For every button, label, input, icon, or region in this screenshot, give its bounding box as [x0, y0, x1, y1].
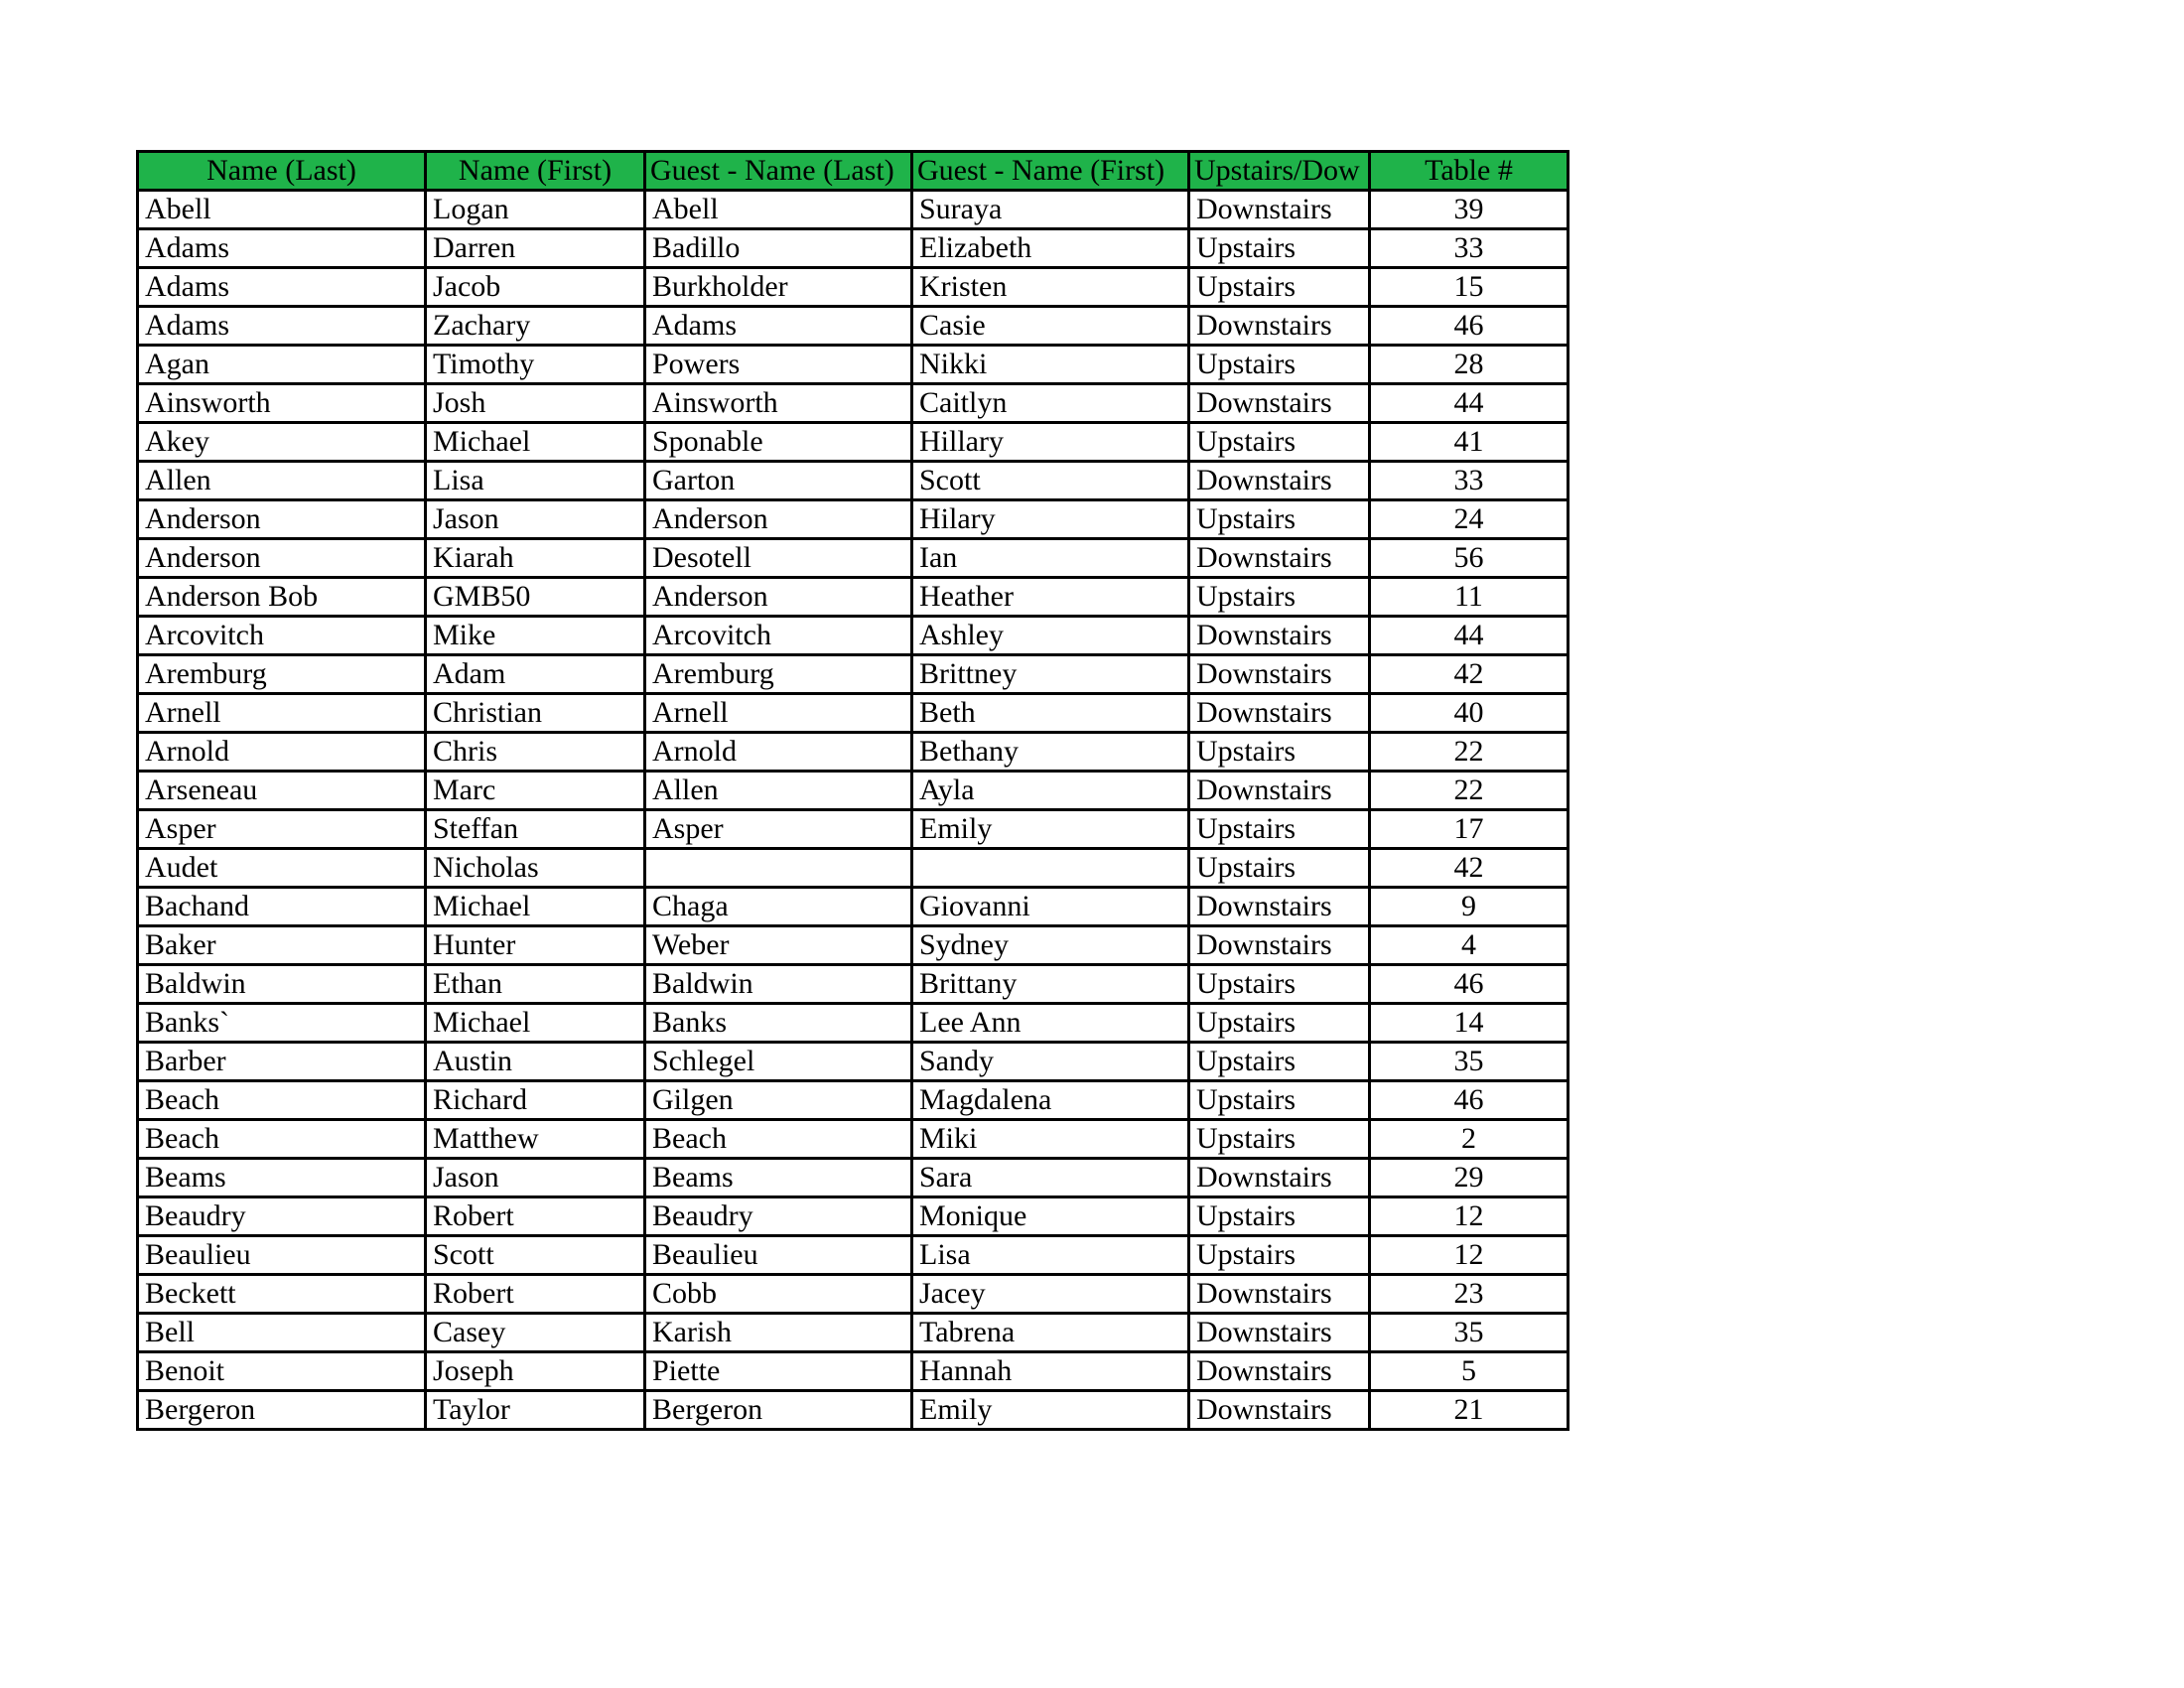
- table-row: [138, 578, 1569, 617]
- cell-guest-name-first: Beth: [912, 694, 1189, 733]
- cell-name-last: Arseneau: [138, 772, 426, 810]
- table-row: [138, 462, 1569, 500]
- cell-guest-name-last: Badillo: [645, 229, 912, 268]
- cell-floor: Upstairs: [1189, 965, 1370, 1004]
- cell-name-first: Michael: [426, 423, 645, 462]
- cell-name-last: Beaudry: [138, 1197, 426, 1236]
- table-row: [138, 1275, 1569, 1314]
- cell-name-last: Abell: [138, 191, 426, 229]
- cell-guest-name-first: Scott: [912, 462, 1189, 500]
- table-row: [138, 1004, 1569, 1043]
- cell-guest-name-last: Ainsworth: [645, 384, 912, 423]
- cell-guest-name-first: Brittany: [912, 965, 1189, 1004]
- cell-name-last: Baker: [138, 926, 426, 965]
- cell-table-number: 33: [1370, 229, 1569, 268]
- table-row: [138, 1352, 1569, 1391]
- cell-name-first: Nicholas: [426, 849, 645, 888]
- cell-guest-name-first: Jacey: [912, 1275, 1189, 1314]
- cell-floor: Upstairs: [1189, 1043, 1370, 1081]
- cell-guest-name-last: Sponable: [645, 423, 912, 462]
- cell-name-last: Beaulieu: [138, 1236, 426, 1275]
- cell-table-number: 14: [1370, 1004, 1569, 1043]
- cell-name-first: Robert: [426, 1275, 645, 1314]
- cell-guest-name-last: Abell: [645, 191, 912, 229]
- cell-name-first: Taylor: [426, 1391, 645, 1430]
- cell-guest-name-first: Emily: [912, 810, 1189, 849]
- cell-guest-name-first: Suraya: [912, 191, 1189, 229]
- cell-guest-name-first: Sara: [912, 1159, 1189, 1197]
- cell-name-last: Anderson: [138, 539, 426, 578]
- cell-name-first: Ethan: [426, 965, 645, 1004]
- table-row: [138, 926, 1569, 965]
- cell-guest-name-first: Brittney: [912, 655, 1189, 694]
- cell-name-last: Audet: [138, 849, 426, 888]
- table-row: [138, 346, 1569, 384]
- cell-guest-name-last: Baldwin: [645, 965, 912, 1004]
- cell-floor: Upstairs: [1189, 733, 1370, 772]
- cell-name-first: Casey: [426, 1314, 645, 1352]
- cell-table-number: 40: [1370, 694, 1569, 733]
- cell-name-last: Asper: [138, 810, 426, 849]
- cell-guest-name-last: Cobb: [645, 1275, 912, 1314]
- cell-floor: Downstairs: [1189, 1275, 1370, 1314]
- table-row: [138, 617, 1569, 655]
- cell-table-number: 28: [1370, 346, 1569, 384]
- cell-guest-name-first: Kristen: [912, 268, 1189, 307]
- cell-table-number: 35: [1370, 1314, 1569, 1352]
- cell-name-first: Richard: [426, 1081, 645, 1120]
- table-row: [138, 810, 1569, 849]
- table-row: [138, 849, 1569, 888]
- cell-name-last: Benoit: [138, 1352, 426, 1391]
- cell-name-last: Banks`: [138, 1004, 426, 1043]
- cell-guest-name-first: Magdalena: [912, 1081, 1189, 1120]
- cell-table-number: 5: [1370, 1352, 1569, 1391]
- cell-guest-name-first: Heather: [912, 578, 1189, 617]
- cell-guest-name-first: Emily: [912, 1391, 1189, 1430]
- cell-name-last: Beams: [138, 1159, 426, 1197]
- cell-name-last: Adams: [138, 229, 426, 268]
- cell-table-number: 15: [1370, 268, 1569, 307]
- cell-guest-name-first: Hilary: [912, 500, 1189, 539]
- cell-guest-name-last: Schlegel: [645, 1043, 912, 1081]
- cell-floor: Downstairs: [1189, 462, 1370, 500]
- cell-table-number: 56: [1370, 539, 1569, 578]
- cell-name-last: Bell: [138, 1314, 426, 1352]
- table-row: [138, 307, 1569, 346]
- header-guest-name-first: Guest - Name (First): [912, 152, 1189, 191]
- cell-guest-name-last: Beaudry: [645, 1197, 912, 1236]
- cell-floor: Downstairs: [1189, 1352, 1370, 1391]
- table-row: [138, 229, 1569, 268]
- cell-name-first: Michael: [426, 1004, 645, 1043]
- table-row: [138, 1120, 1569, 1159]
- cell-table-number: 12: [1370, 1236, 1569, 1275]
- cell-guest-name-last: Powers: [645, 346, 912, 384]
- cell-name-last: Adams: [138, 307, 426, 346]
- cell-table-number: 42: [1370, 849, 1569, 888]
- cell-name-last: Bergeron: [138, 1391, 426, 1430]
- cell-guest-name-first: Giovanni: [912, 888, 1189, 926]
- cell-guest-name-last: Chaga: [645, 888, 912, 926]
- cell-guest-name-first: [912, 849, 1189, 888]
- cell-table-number: 9: [1370, 888, 1569, 926]
- cell-table-number: 44: [1370, 384, 1569, 423]
- cell-name-last: Beach: [138, 1081, 426, 1120]
- cell-name-last: Adams: [138, 268, 426, 307]
- table-row: [138, 384, 1569, 423]
- cell-floor: Upstairs: [1189, 229, 1370, 268]
- cell-guest-name-last: Allen: [645, 772, 912, 810]
- table-row: [138, 268, 1569, 307]
- cell-table-number: 44: [1370, 617, 1569, 655]
- cell-floor: Upstairs: [1189, 1236, 1370, 1275]
- cell-table-number: 41: [1370, 423, 1569, 462]
- table-body: [138, 191, 1569, 1430]
- cell-table-number: 17: [1370, 810, 1569, 849]
- cell-floor: Downstairs: [1189, 926, 1370, 965]
- table-row: [138, 191, 1569, 229]
- cell-floor: Upstairs: [1189, 346, 1370, 384]
- cell-name-last: Beach: [138, 1120, 426, 1159]
- cell-table-number: 33: [1370, 462, 1569, 500]
- cell-guest-name-last: Piette: [645, 1352, 912, 1391]
- cell-name-first: Josh: [426, 384, 645, 423]
- cell-guest-name-first: Casie: [912, 307, 1189, 346]
- table-row: [138, 888, 1569, 926]
- cell-guest-name-last: Anderson: [645, 578, 912, 617]
- cell-table-number: 39: [1370, 191, 1569, 229]
- cell-name-first: Matthew: [426, 1120, 645, 1159]
- cell-name-last: Ainsworth: [138, 384, 426, 423]
- cell-floor: Downstairs: [1189, 539, 1370, 578]
- cell-table-number: 22: [1370, 733, 1569, 772]
- cell-guest-name-last: Arcovitch: [645, 617, 912, 655]
- cell-name-first: Austin: [426, 1043, 645, 1081]
- cell-guest-name-last: Karish: [645, 1314, 912, 1352]
- table-row: [138, 772, 1569, 810]
- cell-floor: Downstairs: [1189, 772, 1370, 810]
- cell-name-last: Anderson Bob: [138, 578, 426, 617]
- cell-floor: Downstairs: [1189, 384, 1370, 423]
- cell-guest-name-last: Garton: [645, 462, 912, 500]
- cell-guest-name-first: Bethany: [912, 733, 1189, 772]
- cell-floor: Downstairs: [1189, 694, 1370, 733]
- cell-guest-name-last: Arnell: [645, 694, 912, 733]
- cell-guest-name-last: Aremburg: [645, 655, 912, 694]
- cell-table-number: 21: [1370, 1391, 1569, 1430]
- cell-table-number: 46: [1370, 307, 1569, 346]
- cell-floor: Downstairs: [1189, 191, 1370, 229]
- header-name-last: Name (Last): [138, 152, 426, 191]
- cell-guest-name-first: Nikki: [912, 346, 1189, 384]
- cell-guest-name-first: Miki: [912, 1120, 1189, 1159]
- table-row: [138, 655, 1569, 694]
- cell-name-first: Mike: [426, 617, 645, 655]
- cell-floor: Upstairs: [1189, 1081, 1370, 1120]
- header-table-number: Table #: [1370, 152, 1569, 191]
- cell-floor: Downstairs: [1189, 888, 1370, 926]
- cell-name-last: Arnold: [138, 733, 426, 772]
- cell-name-first: Jacob: [426, 268, 645, 307]
- cell-guest-name-last: Asper: [645, 810, 912, 849]
- cell-floor: Upstairs: [1189, 810, 1370, 849]
- cell-guest-name-last: Banks: [645, 1004, 912, 1043]
- cell-floor: Upstairs: [1189, 268, 1370, 307]
- cell-guest-name-last: Beaulieu: [645, 1236, 912, 1275]
- cell-guest-name-last: Bergeron: [645, 1391, 912, 1430]
- cell-name-first: Joseph: [426, 1352, 645, 1391]
- cell-guest-name-last: Desotell: [645, 539, 912, 578]
- cell-name-last: Barber: [138, 1043, 426, 1081]
- cell-name-first: Lisa: [426, 462, 645, 500]
- cell-guest-name-last: Anderson: [645, 500, 912, 539]
- table-header: [138, 152, 1569, 191]
- cell-name-first: Robert: [426, 1197, 645, 1236]
- cell-guest-name-last: Gilgen: [645, 1081, 912, 1120]
- cell-guest-name-first: Ayla: [912, 772, 1189, 810]
- cell-name-first: Chris: [426, 733, 645, 772]
- cell-guest-name-first: Ashley: [912, 617, 1189, 655]
- table-row: [138, 500, 1569, 539]
- table-row: [138, 1043, 1569, 1081]
- cell-floor: Downstairs: [1189, 307, 1370, 346]
- cell-table-number: 4: [1370, 926, 1569, 965]
- cell-table-number: 12: [1370, 1197, 1569, 1236]
- cell-floor: Upstairs: [1189, 500, 1370, 539]
- cell-guest-name-first: Sydney: [912, 926, 1189, 965]
- cell-guest-name-last: Beams: [645, 1159, 912, 1197]
- cell-floor: Downstairs: [1189, 655, 1370, 694]
- cell-table-number: 35: [1370, 1043, 1569, 1081]
- table-row: [138, 1159, 1569, 1197]
- cell-name-first: Jason: [426, 500, 645, 539]
- cell-guest-name-last: Arnold: [645, 733, 912, 772]
- cell-guest-name-first: Sandy: [912, 1043, 1189, 1081]
- cell-guest-name-last: Burkholder: [645, 268, 912, 307]
- cell-name-first: Zachary: [426, 307, 645, 346]
- cell-table-number: 46: [1370, 965, 1569, 1004]
- cell-floor: Downstairs: [1189, 1314, 1370, 1352]
- cell-guest-name-last: [645, 849, 912, 888]
- cell-name-first: Timothy: [426, 346, 645, 384]
- cell-guest-name-last: Beach: [645, 1120, 912, 1159]
- table-row: [138, 694, 1569, 733]
- cell-floor: Downstairs: [1189, 617, 1370, 655]
- cell-name-first: Logan: [426, 191, 645, 229]
- table-row: [138, 1236, 1569, 1275]
- cell-name-first: GMB50: [426, 578, 645, 617]
- cell-guest-name-first: Hannah: [912, 1352, 1189, 1391]
- cell-guest-name-first: Lee Ann: [912, 1004, 1189, 1043]
- cell-name-first: Darren: [426, 229, 645, 268]
- cell-floor: Downstairs: [1189, 1391, 1370, 1430]
- cell-name-first: Marc: [426, 772, 645, 810]
- cell-floor: Upstairs: [1189, 1120, 1370, 1159]
- cell-name-last: Aremburg: [138, 655, 426, 694]
- table-row: [138, 965, 1569, 1004]
- cell-name-first: Steffan: [426, 810, 645, 849]
- table-row: [138, 1314, 1569, 1352]
- cell-name-first: Christian: [426, 694, 645, 733]
- cell-name-first: Michael: [426, 888, 645, 926]
- cell-name-first: Hunter: [426, 926, 645, 965]
- cell-guest-name-first: Lisa: [912, 1236, 1189, 1275]
- cell-name-last: Baldwin: [138, 965, 426, 1004]
- table-row: [138, 733, 1569, 772]
- cell-table-number: 2: [1370, 1120, 1569, 1159]
- cell-name-last: Arnell: [138, 694, 426, 733]
- table-row: [138, 539, 1569, 578]
- cell-name-last: Agan: [138, 346, 426, 384]
- cell-name-last: Akey: [138, 423, 426, 462]
- cell-name-first: Kiarah: [426, 539, 645, 578]
- cell-guest-name-last: Weber: [645, 926, 912, 965]
- seating-table: [136, 150, 1570, 1431]
- table-row: [138, 1391, 1569, 1430]
- cell-table-number: 24: [1370, 500, 1569, 539]
- table-row: [138, 1197, 1569, 1236]
- cell-guest-name-first: Elizabeth: [912, 229, 1189, 268]
- header-row: [138, 152, 1569, 191]
- cell-guest-name-first: Monique: [912, 1197, 1189, 1236]
- cell-name-last: Bachand: [138, 888, 426, 926]
- cell-table-number: 46: [1370, 1081, 1569, 1120]
- cell-table-number: 11: [1370, 578, 1569, 617]
- cell-name-last: Beckett: [138, 1275, 426, 1314]
- cell-name-last: Arcovitch: [138, 617, 426, 655]
- cell-table-number: 42: [1370, 655, 1569, 694]
- cell-floor: Upstairs: [1189, 849, 1370, 888]
- cell-name-first: Adam: [426, 655, 645, 694]
- cell-guest-name-first: Hillary: [912, 423, 1189, 462]
- cell-name-last: Allen: [138, 462, 426, 500]
- cell-name-last: Anderson: [138, 500, 426, 539]
- cell-guest-name-last: Adams: [645, 307, 912, 346]
- cell-guest-name-first: Caitlyn: [912, 384, 1189, 423]
- cell-name-first: Jason: [426, 1159, 645, 1197]
- table-row: [138, 423, 1569, 462]
- cell-floor: Upstairs: [1189, 423, 1370, 462]
- cell-floor: Upstairs: [1189, 1004, 1370, 1043]
- cell-name-first: Scott: [426, 1236, 645, 1275]
- cell-guest-name-first: Tabrena: [912, 1314, 1189, 1352]
- cell-table-number: 22: [1370, 772, 1569, 810]
- cell-table-number: 23: [1370, 1275, 1569, 1314]
- cell-floor: Upstairs: [1189, 1197, 1370, 1236]
- cell-guest-name-first: Ian: [912, 539, 1189, 578]
- cell-floor: Downstairs: [1189, 1159, 1370, 1197]
- table-row: [138, 1081, 1569, 1120]
- header-upstairs-downstairs: Upstairs/Dow: [1189, 152, 1370, 191]
- header-guest-name-last: Guest - Name (Last): [645, 152, 912, 191]
- cell-table-number: 29: [1370, 1159, 1569, 1197]
- header-name-first: Name (First): [426, 152, 645, 191]
- cell-floor: Upstairs: [1189, 578, 1370, 617]
